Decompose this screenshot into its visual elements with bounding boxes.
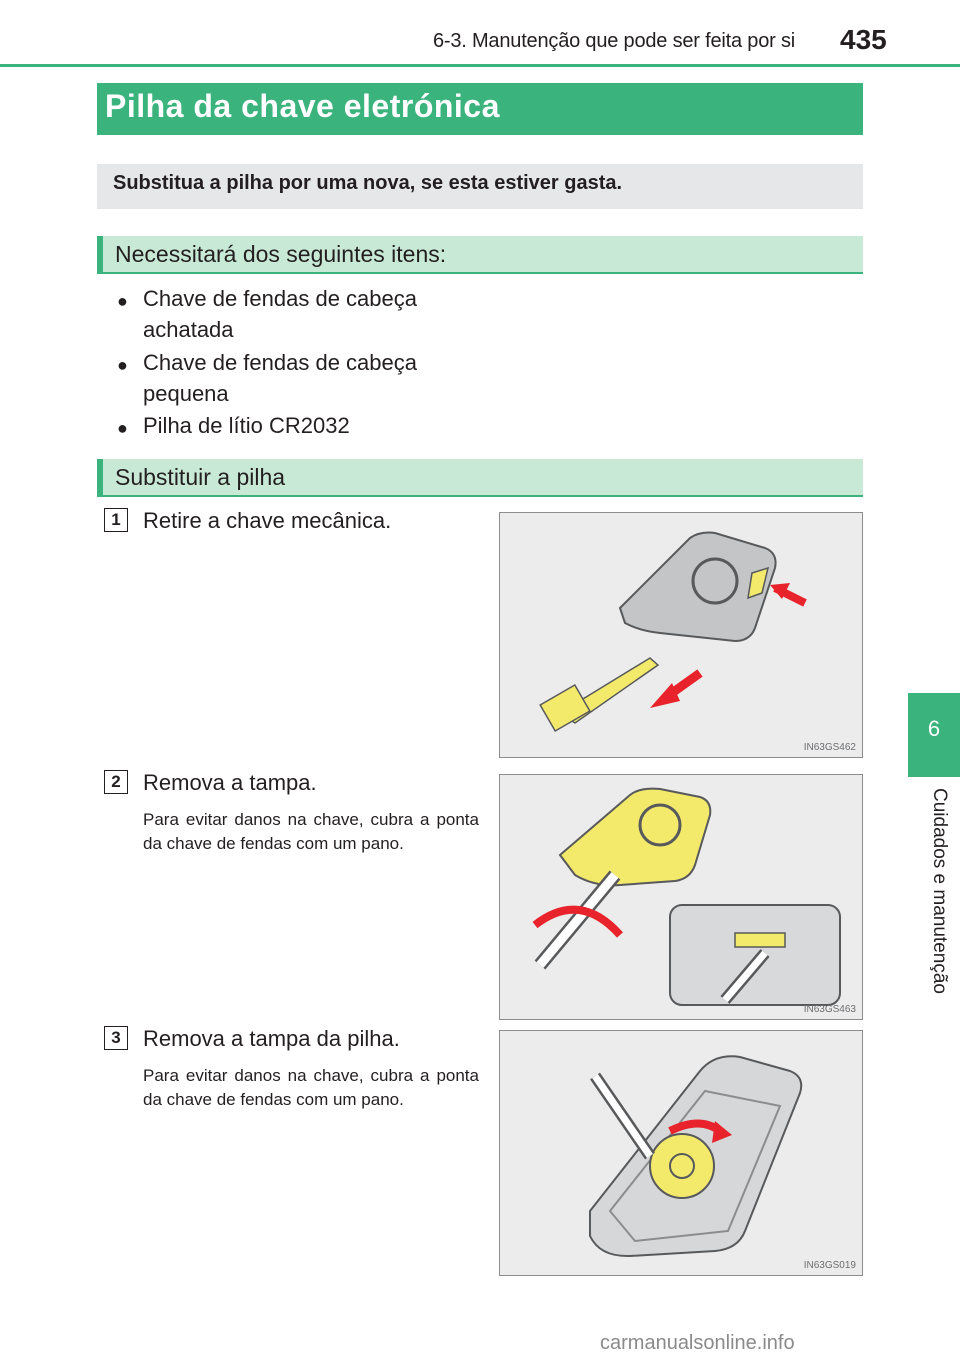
step-note: Para evitar danos na chave, cubra a ponta da chave de fendas com um pano. — [143, 810, 479, 853]
list-item-line: Chave de fendas de cabeça — [143, 350, 417, 375]
header-rule — [0, 64, 960, 67]
cover-removal-drawing — [500, 775, 862, 1019]
step-3-illustration — [499, 1030, 863, 1276]
heading-accent — [97, 459, 103, 495]
image-code: IN63GS463 — [803, 1004, 856, 1015]
replace-heading-bar — [97, 459, 863, 497]
step-number: 3 — [104, 1026, 128, 1050]
intro-text: Substitua a pilha por uma nova, se esta estiver gasta. — [113, 172, 623, 194]
step-1-illustration — [499, 512, 863, 758]
bullet-icon: ● — [117, 291, 128, 311]
battery-cover-drawing — [500, 1031, 862, 1275]
list-item-line: achatada — [143, 317, 234, 342]
list-item-line: pequena — [143, 381, 229, 406]
needed-heading: Necessitará dos seguintes itens: — [115, 241, 447, 267]
list-item-line: Pilha de lítio CR2032 — [143, 413, 350, 438]
chapter-tab: 6 — [908, 693, 960, 777]
list-item — [143, 347, 463, 409]
needed-heading-bar — [97, 236, 863, 274]
step-title: Remova a tampa da pilha. — [143, 1026, 400, 1051]
step-note: Para evitar danos na chave, cubra a ponta da chave de fendas com um pano. — [143, 1066, 479, 1109]
list-item — [143, 410, 463, 441]
watermark: carmanualsonline.info — [600, 1332, 795, 1354]
step-title: Remova a tampa. — [143, 770, 317, 795]
image-code: IN63GS019 — [803, 1260, 856, 1271]
bullet-icon: ● — [117, 418, 128, 438]
step-number: 2 — [104, 770, 128, 794]
step-2-illustration — [499, 774, 863, 1020]
page-number: 435 — [840, 24, 887, 55]
list-item-line: Chave de fendas de cabeça — [143, 286, 417, 311]
heading-accent — [97, 236, 103, 272]
step-title: Retire a chave mecânica. — [143, 508, 392, 533]
step-number: 1 — [104, 508, 128, 532]
chapter-label: Cuidados e manutenção — [929, 788, 950, 994]
bullet-icon: ● — [117, 355, 128, 375]
replace-heading: Substituir a pilha — [115, 464, 286, 490]
page-title: Pilha da chave eletrónica — [105, 88, 500, 124]
list-item — [143, 283, 463, 345]
section-title: 6-3. Manutenção que pode ser feita por si — [432, 30, 795, 52]
image-code: IN63GS462 — [803, 742, 856, 753]
key-removal-drawing — [500, 513, 862, 757]
